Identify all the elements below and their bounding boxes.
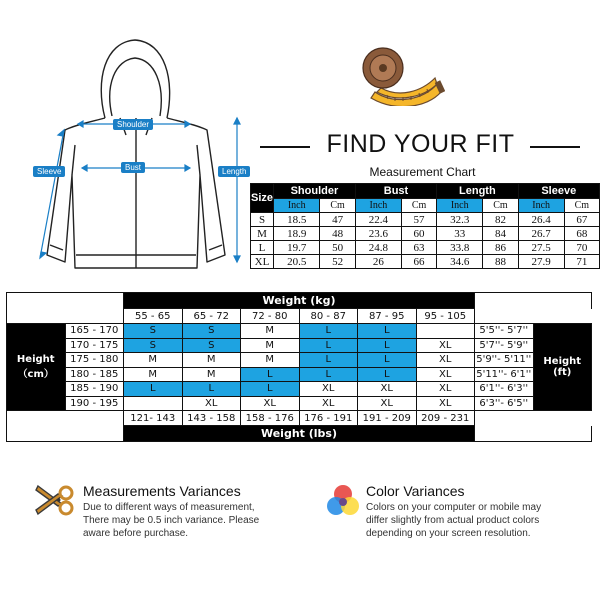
size-cell: [124, 396, 183, 411]
size-cell: XL: [251, 255, 274, 269]
size-cell: XL: [299, 382, 358, 397]
size-cell: S: [124, 324, 183, 339]
measurement-value: 57: [401, 213, 436, 227]
weight-kg-cell: 72 - 80: [241, 309, 300, 324]
size-cell: L: [299, 367, 358, 382]
measurement-value: 48: [320, 227, 355, 241]
measurement-value: 22.4: [355, 213, 401, 227]
measurement-value: 47: [320, 213, 355, 227]
size-cell: M: [251, 227, 274, 241]
size-cell: XL: [416, 353, 475, 368]
size-cell: L: [251, 241, 274, 255]
measurement-value: 32.3: [437, 213, 483, 227]
measurement-value: 19.7: [274, 241, 320, 255]
size-row: [7, 353, 592, 368]
measurement-value: 52: [320, 255, 355, 269]
size-cell: XL: [416, 382, 475, 397]
size-cell: S: [182, 324, 241, 339]
measurement-value: 24.8: [355, 241, 401, 255]
color-variances-text: [366, 501, 586, 540]
measurement-value: 50: [320, 241, 355, 255]
unit-header: Cm: [483, 199, 518, 213]
measurement-value: 18.9: [274, 227, 320, 241]
size-cell: L: [182, 382, 241, 397]
note-line: There may be 0.5 inch variance. Please: [83, 515, 260, 526]
weight-lbs-cell: 121- 143: [124, 411, 183, 426]
weight-lbs-cell: 158 - 176: [241, 411, 300, 426]
height-cm-cell: 180 - 185: [65, 367, 124, 382]
measurement-value: 18.5: [274, 213, 320, 227]
height-ft-cell: 6'3''- 6'5'': [475, 396, 534, 411]
weight-lbs-title: Weight (lbs): [124, 426, 475, 442]
size-cell: XL: [416, 338, 475, 353]
measurement-value: 26.7: [518, 227, 564, 241]
size-cell: [416, 324, 475, 339]
unit-header: Inch: [437, 199, 483, 213]
weight-lbs-cell: 209 - 231: [416, 411, 475, 426]
measurement-value: 70: [564, 241, 599, 255]
page-title: FIND YOUR FIT: [326, 130, 515, 158]
weight-kg-cell: 95 - 105: [416, 309, 475, 324]
height-ft-cell: 5'7''- 5'9'': [475, 338, 534, 353]
size-row: [7, 396, 592, 411]
size-cell: XL: [358, 396, 417, 411]
note-line: Colors on your computer or mobile may: [366, 502, 542, 513]
measurement-value: 63: [401, 241, 436, 255]
size-row: [7, 324, 592, 339]
measurement-value: 27.9: [518, 255, 564, 269]
measurements-variances-title: Measurements Variances: [83, 483, 241, 499]
bust-label: Bust: [121, 162, 145, 173]
size-cell: M: [124, 367, 183, 382]
size-cell: M: [241, 324, 300, 339]
size-cell: L: [358, 324, 417, 339]
size-header: Size: [251, 184, 274, 213]
sleeve-label: Sleeve: [33, 166, 65, 177]
measurement-value: 84: [483, 227, 518, 241]
size-cell: L: [241, 382, 300, 397]
hoodie-illustration: [0, 0, 270, 285]
size-cell: L: [299, 338, 358, 353]
measurement-value: 23.6: [355, 227, 401, 241]
size-cell: L: [358, 367, 417, 382]
height-ft-title: Height (ft): [533, 324, 592, 411]
find-your-fit-heading: [260, 130, 580, 164]
weight-lbs-cell: 176 - 191: [299, 411, 358, 426]
size-cell: XL: [241, 396, 300, 411]
title-rule-left: [260, 146, 310, 148]
measurement-value: 33.8: [437, 241, 483, 255]
measurement-value: 67: [564, 213, 599, 227]
note-line: differ slightly from actual product colors: [366, 515, 540, 526]
size-row: [7, 338, 592, 353]
weight-kg-cell: 55 - 65: [124, 309, 183, 324]
measurement-value: 71: [564, 255, 599, 269]
scissors-icon: [30, 480, 80, 520]
color-variances-title: Color Variances: [366, 483, 465, 499]
measurements-variances-text: [83, 501, 283, 540]
measurement-chart: [250, 183, 600, 269]
weight-lbs-cell: 143 - 158: [182, 411, 241, 426]
measurement-value: 68: [564, 227, 599, 241]
measurement-value: 86: [483, 241, 518, 255]
size-cell: XL: [416, 396, 475, 411]
measurement-row: [251, 255, 600, 269]
size-cell: M: [241, 353, 300, 368]
size-cell: S: [251, 213, 274, 227]
size-cell: M: [182, 353, 241, 368]
length-label: Length: [218, 166, 250, 177]
weight-kg-cell: 65 - 72: [182, 309, 241, 324]
measurement-row: [251, 241, 600, 255]
height-cm-cell: 165 - 170: [65, 324, 124, 339]
size-row: [7, 367, 592, 382]
color-wheel-icon: [324, 482, 362, 520]
measurement-value: 33: [437, 227, 483, 241]
weight-kg-title: Weight (kg): [124, 293, 475, 309]
unit-header: Cm: [401, 199, 436, 213]
height-ft-cell: 5'9''- 5'11'': [476, 354, 532, 366]
size-cell: M: [241, 338, 300, 353]
measurement-row: [251, 227, 600, 241]
size-cell: L: [358, 353, 417, 368]
tape-measure-icon: [355, 44, 445, 106]
measurement-value: 20.5: [274, 255, 320, 269]
size-chart-table: [6, 292, 592, 442]
height-cm-cell: 175 - 180: [65, 353, 124, 368]
size-cell: L: [241, 367, 300, 382]
height-cm-cell: 185 - 190: [65, 382, 124, 397]
measurement-value: 26.4: [518, 213, 564, 227]
size-cell: M: [124, 353, 183, 368]
unit-header: Cm: [564, 199, 599, 213]
unit-header: Inch: [518, 199, 564, 213]
group-header-bust: Bust: [355, 184, 436, 199]
group-header-sleeve: Sleeve: [518, 184, 599, 199]
measurement-value: 88: [483, 255, 518, 269]
shoulder-label: Shoulder: [113, 119, 153, 130]
measurement-row: [251, 213, 600, 227]
measurement-value: 27.5: [518, 241, 564, 255]
weight-kg-cell: 87 - 95: [358, 309, 417, 324]
note-line: aware before purchase.: [83, 528, 189, 539]
measurement-value: 60: [401, 227, 436, 241]
height-ft-cell: 5'11''- 6'1'': [476, 368, 532, 380]
height-ft-cell: 5'5''- 5'7'': [475, 324, 534, 339]
measurement-value: 34.6: [437, 255, 483, 269]
size-cell: XL: [358, 382, 417, 397]
unit-header: Cm: [320, 199, 355, 213]
size-cell: S: [124, 338, 183, 353]
size-row: [7, 382, 592, 397]
group-header-shoulder: Shoulder: [274, 184, 356, 199]
title-rule-right: [530, 146, 580, 148]
measurement-value: 82: [483, 213, 518, 227]
size-cell: XL: [182, 396, 241, 411]
size-cell: M: [182, 367, 241, 382]
height-cm-cell: 170 - 175: [65, 338, 124, 353]
hoodie-outline: [0, 0, 270, 285]
size-cell: L: [299, 324, 358, 339]
size-cell: XL: [299, 396, 358, 411]
note-line: Due to different ways of measurement,: [83, 502, 255, 513]
size-cell: L: [124, 382, 183, 397]
size-cell: XL: [416, 367, 475, 382]
note-line: depending on your screen resolution.: [366, 528, 531, 539]
size-cell: S: [182, 338, 241, 353]
group-header-length: Length: [437, 184, 518, 199]
height-cm-cell: 190 - 195: [65, 396, 124, 411]
size-cell: L: [358, 338, 417, 353]
unit-header: Inch: [355, 199, 401, 213]
height-ft-cell: 6'1''- 6'3'': [475, 382, 534, 397]
weight-kg-cell: 80 - 87: [299, 309, 358, 324]
size-cell: L: [299, 353, 358, 368]
height-cm-title: Height （cm）: [7, 324, 66, 411]
measurement-value: 66: [401, 255, 436, 269]
measurement-value: 26: [355, 255, 401, 269]
size-chart: [6, 292, 592, 450]
unit-header: Inch: [274, 199, 320, 213]
measurement-chart-subtitle: Measurement Chart: [369, 165, 476, 179]
weight-lbs-cell: 191 - 209: [358, 411, 417, 426]
